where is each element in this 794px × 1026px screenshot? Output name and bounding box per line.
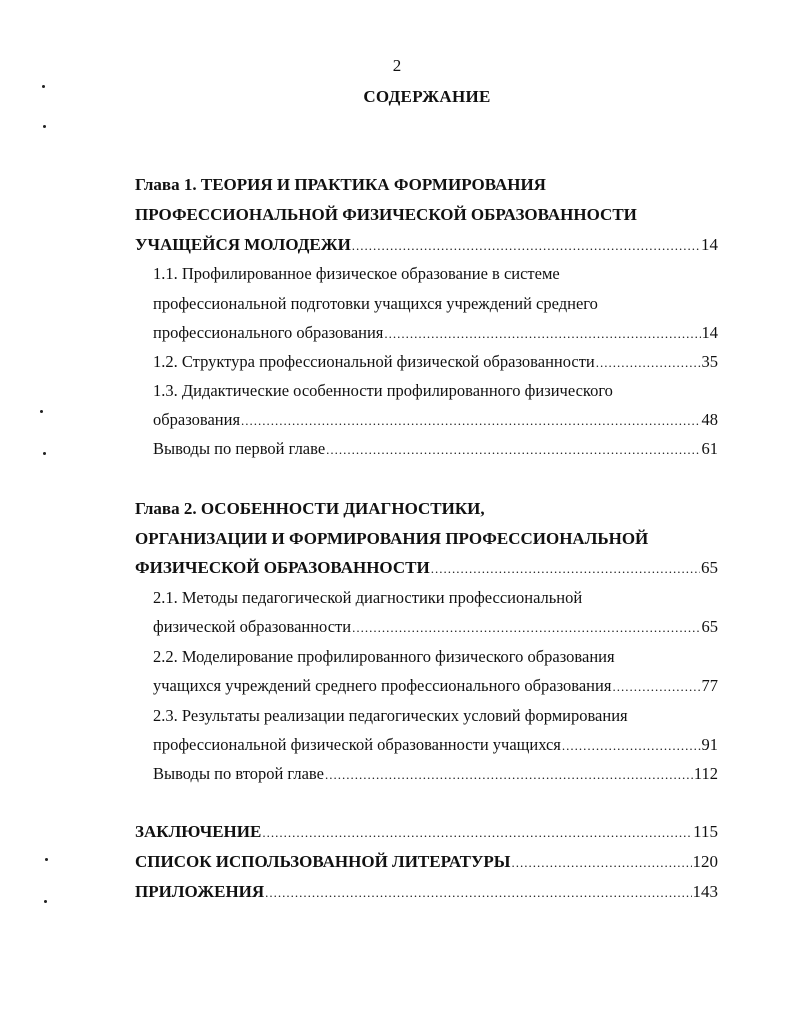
section-2-3-page: 91 [701, 735, 718, 754]
section-2-2-line-1: 2.2. Моделирование профилированного физического образования [153, 647, 615, 666]
chapter-1-conclusions [153, 437, 718, 461]
toc-conclusion [135, 820, 718, 844]
scan-speck [45, 858, 48, 861]
page-number: 2 [392, 56, 402, 75]
leader-dots [512, 850, 692, 875]
leader-dots [384, 321, 700, 346]
section-1-1-page: 14 [701, 323, 718, 342]
scan-speck [43, 125, 46, 128]
section-1-2 [153, 350, 718, 374]
toc-conclusion-text: ЗАКЛЮЧЕНИЕ [135, 822, 262, 841]
toc-appendices [135, 880, 718, 904]
section-1-1-line-3 [153, 321, 718, 345]
chapter-1-heading-line-2: ПРОФЕССИОНАЛЬНОЙ ФИЗИЧЕСКОЙ ОБРАЗОВАННОСТИ [135, 205, 637, 224]
chapter-2-conclusions [153, 762, 718, 786]
section-1-1-line-1: 1.1. Профилированное физическое образование в системе [153, 264, 560, 283]
leader-dots [352, 233, 700, 258]
chapter-1-page: 14 [701, 235, 718, 254]
leader-dots [262, 820, 692, 845]
section-1-2-page: 35 [701, 352, 718, 371]
chapter-1-heading-line-3 [135, 233, 718, 257]
section-2-3-text: профессиональной физической образованности учащихся [153, 735, 561, 754]
section-2-3-line-1: 2.3. Результаты реализации педагогических условий формирования [153, 706, 628, 725]
chapter-2-conclusions-page: 112 [693, 764, 718, 783]
leader-dots [431, 556, 700, 581]
chapter-1-conclusions-page: 61 [701, 439, 718, 458]
section-2-2-line-2 [153, 674, 718, 698]
chapter-2-conclusions-text: Выводы по второй главе [153, 764, 324, 783]
section-2-1-page: 65 [701, 617, 718, 636]
chapter-2-heading-line-2: ОРГАНИЗАЦИИ И ФОРМИРОВАНИЯ ПРОФЕССИОНАЛЬНОЙ [135, 529, 649, 548]
leader-dots [241, 408, 700, 433]
chapter-2-heading-line-3 [135, 556, 718, 580]
leader-dots [325, 762, 693, 787]
section-1-1-line-2: профессиональной подготовки учащихся учреждений среднего [153, 294, 598, 313]
section-1-3-page: 48 [701, 410, 718, 429]
scan-speck [40, 410, 43, 413]
section-1-3-line-1: 1.3. Дидактические особенности профилированного физического [153, 381, 613, 400]
toc-references-page: 120 [692, 852, 718, 871]
section-1-2-text: 1.2. Структура профессиональной физической образованности [153, 352, 595, 371]
chapter-2-heading-text: ФИЗИЧЕСКОЙ ОБРАЗОВАННОСТИ [135, 558, 430, 577]
page-title: СОДЕРЖАНИЕ [363, 87, 491, 106]
section-1-1-text: профессионального образования [153, 323, 384, 342]
toc-references [135, 850, 718, 874]
chapter-2-heading-line-1: Глава 2. ОСОБЕННОСТИ ДИАГНОСТИКИ, [135, 499, 485, 518]
toc-conclusion-page: 115 [693, 822, 718, 841]
scan-speck [43, 452, 46, 455]
leader-dots [596, 350, 701, 375]
chapter-1-heading-line-1: Глава 1. ТЕОРИЯ И ПРАКТИКА ФОРМИРОВАНИЯ [135, 175, 546, 194]
leader-dots [562, 733, 701, 758]
section-2-1-line-2 [153, 615, 718, 639]
scan-speck [44, 900, 47, 903]
leader-dots [265, 880, 691, 905]
leader-dots [352, 615, 700, 640]
chapter-1-heading-text: УЧАЩЕЙСЯ МОЛОДЕЖИ [135, 235, 351, 254]
section-2-1-text: физической образованности [153, 617, 352, 636]
leader-dots [612, 674, 700, 699]
section-2-2-text: учащихся учреждений среднего профессионального образования [153, 676, 612, 695]
section-1-3-text: образования [153, 410, 241, 429]
chapter-1-conclusions-text: Выводы по первой главе [153, 439, 326, 458]
toc-appendices-page: 143 [692, 882, 718, 901]
chapter-2-page: 65 [701, 558, 718, 577]
leader-dots [326, 437, 700, 462]
section-2-3-line-2 [153, 733, 718, 757]
scan-speck [42, 85, 45, 88]
toc-appendices-text: ПРИЛОЖЕНИЯ [135, 882, 265, 901]
section-2-2-page: 77 [701, 676, 718, 695]
section-1-3-line-2 [153, 408, 718, 432]
section-2-1-line-1: 2.1. Методы педагогической диагностики профессиональной [153, 588, 583, 607]
toc-references-text: СПИСОК ИСПОЛЬЗОВАННОЙ ЛИТЕРАТУРЫ [135, 852, 511, 871]
